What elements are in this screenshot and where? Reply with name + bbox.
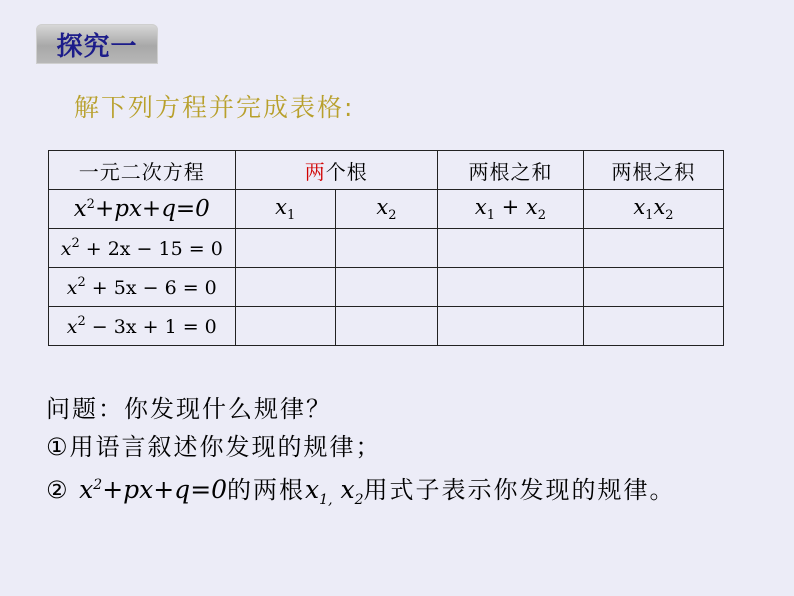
equation-cell: $x^2 + 5x - 6 = 0$ — [49, 268, 236, 307]
header-sum: 两根之和 — [438, 151, 584, 190]
answer-cell-sum[interactable] — [438, 268, 584, 307]
table-header-row — [49, 151, 724, 190]
table-row — [49, 229, 724, 268]
answer-cell-x2[interactable] — [335, 307, 437, 346]
answer-cell-product[interactable] — [583, 229, 723, 268]
general-equation: $x^2+px+q=0$ — [73, 196, 210, 222]
subheader-product: $x_1x_2$ — [583, 190, 723, 229]
answer-cell-x1[interactable] — [235, 268, 335, 307]
equation-table — [48, 150, 724, 346]
answer-cell-x2[interactable] — [335, 229, 437, 268]
header-roots-highlight: 两 — [304, 159, 326, 184]
answer-cell-sum[interactable] — [438, 229, 584, 268]
answer-cell-product[interactable] — [583, 268, 723, 307]
equation-cell: $x^2 - 3x + 1 = 0$ — [49, 307, 236, 346]
header-product: 两根之积 — [583, 151, 723, 190]
table-subheader-row — [49, 190, 724, 229]
question-block — [46, 390, 675, 519]
question-item-2: ② $x^2+px+q=0$的两根$x_{1,}$ $x_2$用式子表示你发现的规律。 — [46, 475, 676, 508]
answer-cell-x1[interactable] — [235, 229, 335, 268]
question-item-1: ①用语言叙述你发现的规律； — [46, 433, 382, 461]
section-badge — [36, 24, 158, 64]
equation-cell: $x^2 + 2x - 15 = 0$ — [49, 229, 236, 268]
header-equation: 一元二次方程 — [49, 151, 236, 190]
header-roots — [235, 151, 438, 190]
subheader-x2: $x_2$ — [335, 190, 437, 229]
question-prompt: 问题：你发现什么规律？ — [46, 395, 332, 423]
answer-cell-product[interactable] — [583, 307, 723, 346]
table-row — [49, 268, 724, 307]
answer-cell-sum[interactable] — [438, 307, 584, 346]
general-equation-cell — [49, 190, 236, 229]
table-row — [49, 307, 724, 346]
answer-cell-x2[interactable] — [335, 268, 437, 307]
header-roots-rest: 个根 — [325, 159, 368, 184]
subheader-x1: $x_1$ — [235, 190, 335, 229]
instruction-text: 解下列方程并完成表格: — [74, 93, 355, 122]
subheader-sum: $x_1 + x_2$ — [438, 190, 584, 229]
answer-cell-x1[interactable] — [235, 307, 335, 346]
section-badge-label: 探究一 — [56, 31, 138, 62]
